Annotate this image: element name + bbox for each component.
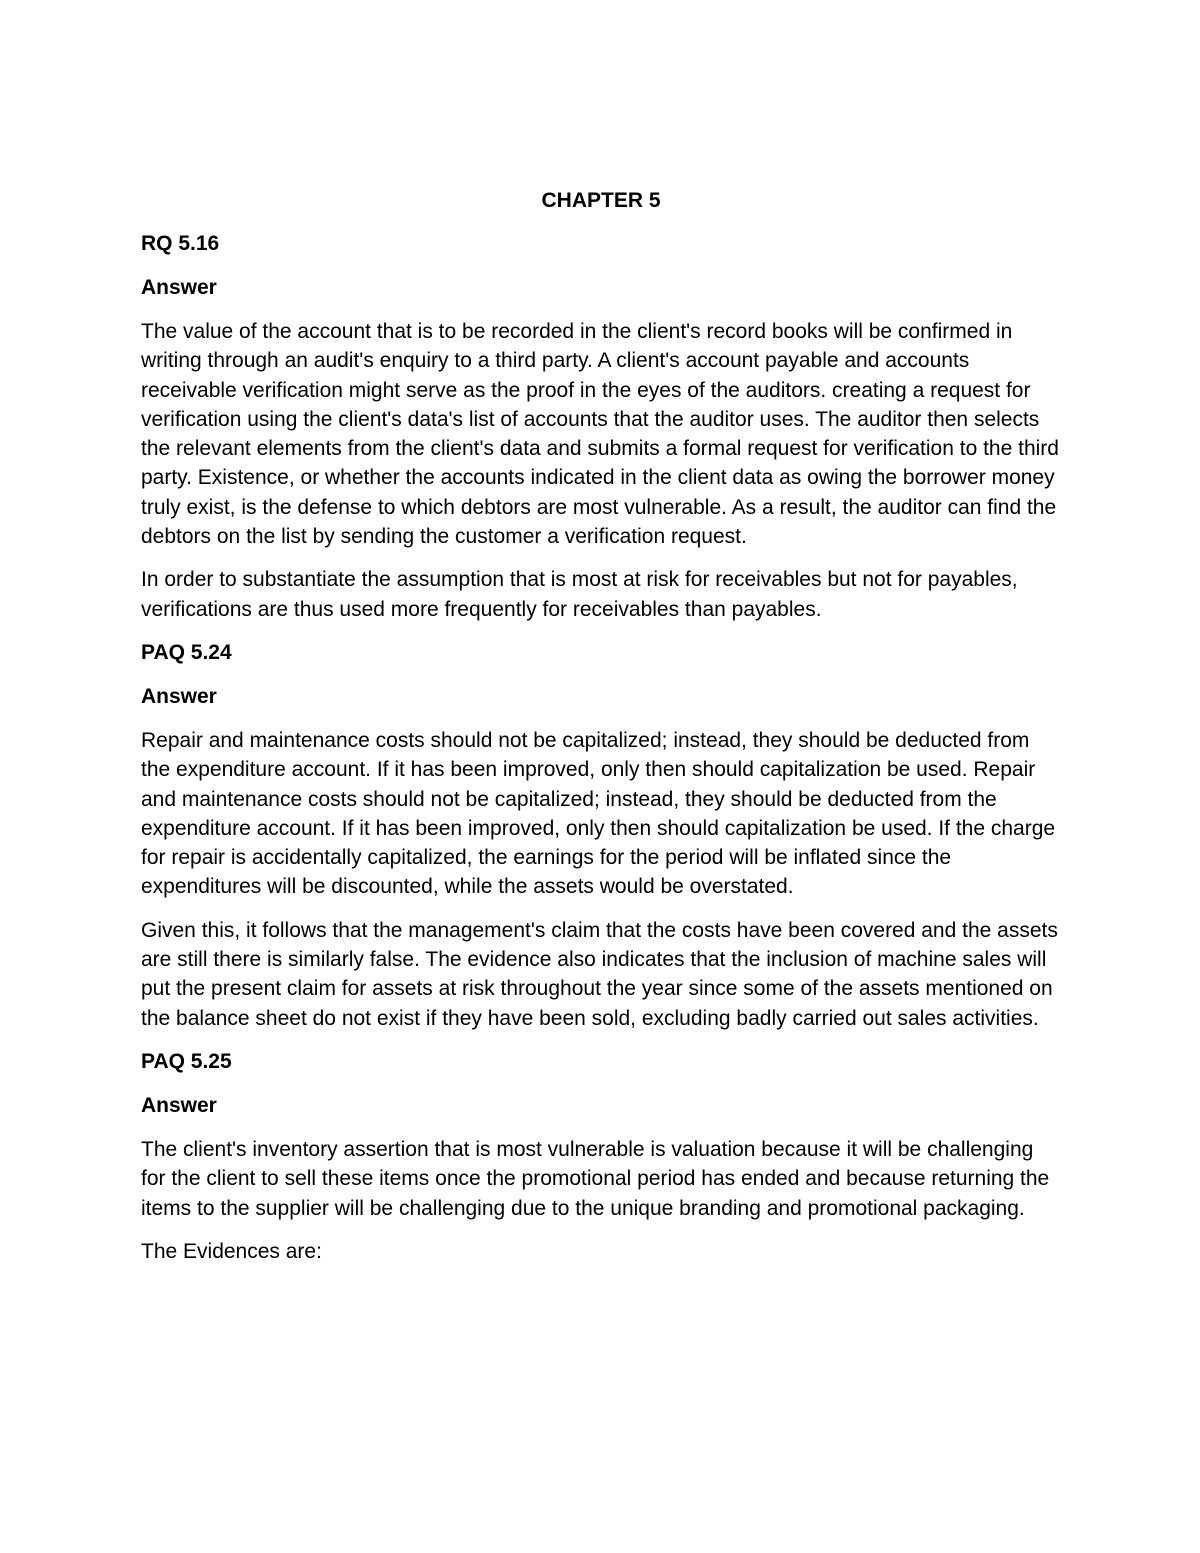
answer-paragraph: Repair and maintenance costs should not be capitalized; instead, they should be deducted from the expenditure account. If it has been improved, only then should capitalization be used. Repair and maintenance costs should not be capitalized; instead, they should be deducted from the expenditure account. If it has been improved, only then should capitalization be used. If the charge for repair is accidentally capitalized, the earnings for the period will be inflated since the expenditures will be discounted, while the assets would be overstated. xyxy=(141,728,1056,899)
chapter-title: CHAPTER 5 xyxy=(541,189,661,212)
section-rq-5-16 xyxy=(141,229,1061,624)
document-page xyxy=(141,186,1061,1280)
question-heading: RQ 5.16 xyxy=(141,232,220,255)
answer-paragraph: Given this, it follows that the management's claim that the costs have been covered and the assets are still there is similarly false. The evidence also indicates that the inclusion of machine sales will put the present claim for assets at risk throughout the year since some of the assets mentioned on the balance sheet do not exist if they have been sold, excluding badly carried out sales activities. xyxy=(141,918,1058,1030)
answer-paragraph: In order to substantiate the assumption that is most at risk for receivables but not for payables, verifications are thus used more frequently for receivables than payables. xyxy=(141,568,1018,621)
question-heading: PAQ 5.24 xyxy=(141,640,232,664)
answer-label: Answer xyxy=(141,1093,217,1117)
section-paq-5-25 xyxy=(141,1047,1061,1266)
section-paq-5-24 xyxy=(141,638,1061,1033)
answer-paragraph: The value of the account that is to be recorded in the client's record books will be confirmed in writing through an audit's enquiry to a third party. A client's account payable and accounts receivable verification might serve as the proof in the eyes of the auditors. creating a request for verification using the client's data's list of accounts that the auditor uses. The auditor then selects the relevant elements from the client's data and submits a formal request for verification to the third party. Existence, or whether the accounts indicated in the client data as owing the borrower money truly exist, is the defense to which debtors are most vulnerable. As a result, the auditor can find the debtors on the list by sending the customer a verification request. xyxy=(141,320,1059,549)
answer-paragraph: The Evidences are: xyxy=(141,1239,322,1263)
answer-label: Answer xyxy=(141,684,217,708)
question-heading: PAQ 5.25 xyxy=(141,1049,232,1073)
answer-paragraph: The client's inventory assertion that is most vulnerable is valuation because it will be challenging for the client to sell these items once the promotional period has ended and because returning the items to the supplier will be challenging due to the unique branding and promotional packaging. xyxy=(141,1137,1050,1220)
answer-label: Answer xyxy=(141,276,217,299)
